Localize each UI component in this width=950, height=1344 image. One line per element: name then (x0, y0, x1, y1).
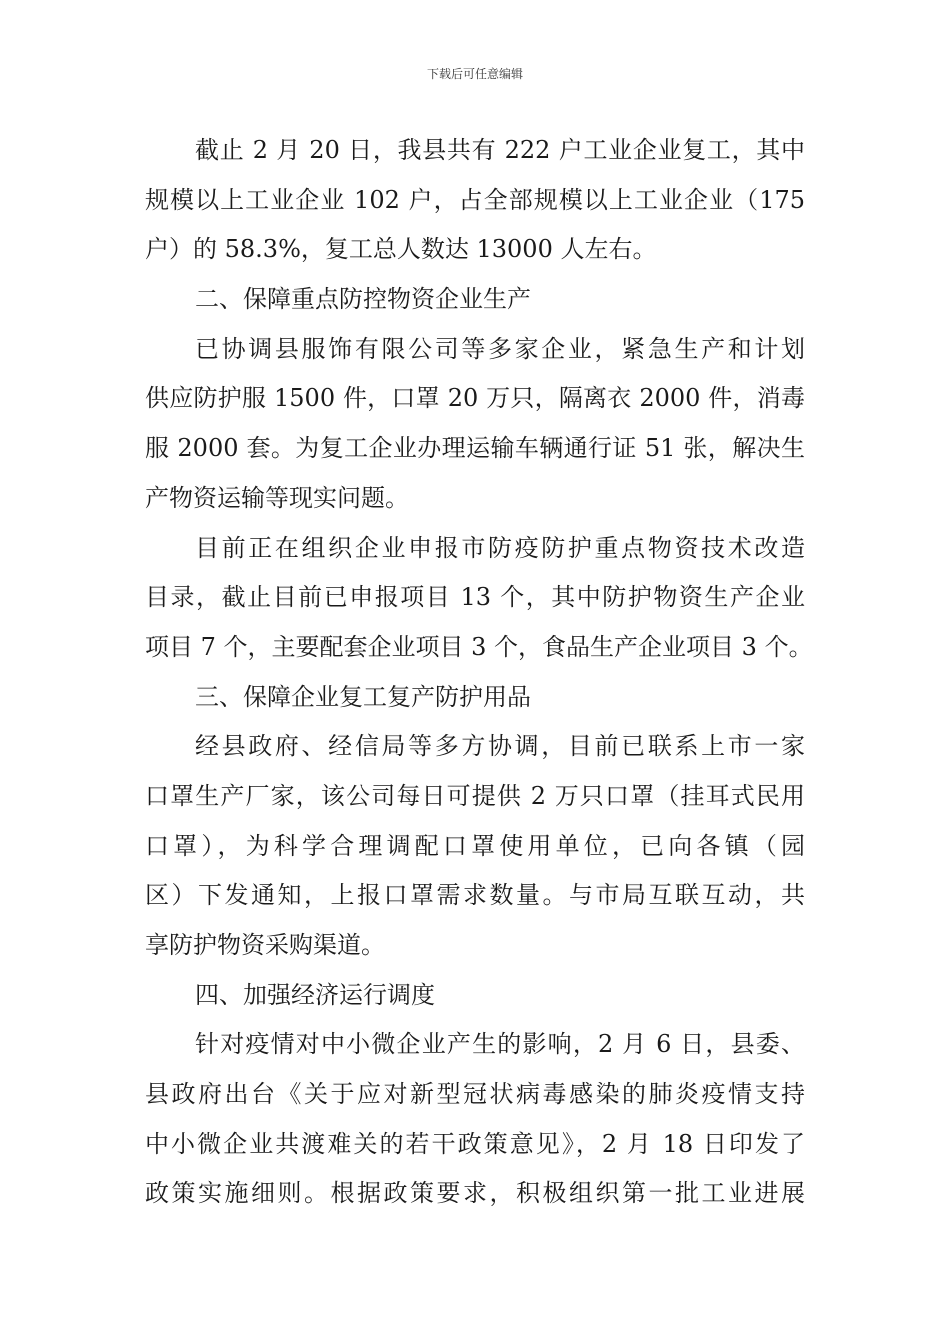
paragraph-line: 经县政府、经信局等多方协调，目前已联系上市一家 (195, 732, 805, 760)
paragraph-line: 享防护物资采购渠道。 (145, 931, 385, 959)
paragraph-line: 针对疫情对中小微企业产生的影响，2 月 6 日，县委、 (195, 1030, 805, 1058)
paragraph-line: 口罩），为科学合理调配口罩使用单位，已向各镇（园 (145, 832, 805, 860)
paragraph-line: 产物资运输等现实问题。 (145, 484, 409, 512)
paragraph-line: 服 2000 套。为复工企业办理运输车辆通行证 51 张，解决生 (145, 434, 805, 462)
paragraph-line: 供应防护服 1500 件，口罩 20 万只，隔离衣 2000 件，消毒 (145, 384, 805, 412)
paragraph-line: 项目 7 个，主要配套企业项目 3 个，食品生产企业项目 3 个。 (145, 633, 813, 661)
paragraph-line: 政策实施细则。根据政策要求，积极组织第一批工业进展 (145, 1179, 805, 1207)
paragraph-line: 中小微企业共渡难关的若干政策意见》，2 月 18 日印发了 (145, 1130, 805, 1158)
section-heading: 三、保障企业复工复产防护用品 (195, 683, 531, 711)
paragraph-line: 截止 2 月 20 日，我县共有 222 户工业企业复工，其中 (195, 136, 805, 164)
paragraph-line: 户）的 58.3%，复工总人数达 13000 人左右。 (145, 235, 657, 263)
paragraph-line: 目前正在组织企业申报市防疫防护重点物资技术改造 (195, 534, 805, 562)
paragraph-line: 口罩生产厂家，该公司每日可提供 2 万只口罩（挂耳式民用 (145, 782, 805, 810)
section-heading: 二、保障重点防控物资企业生产 (195, 285, 531, 313)
paragraph-line: 目录，截止目前已申报项目 13 个，其中防护物资生产企业 (145, 583, 805, 611)
page-header: 下载后可任意编辑 (426, 67, 523, 81)
paragraph-line: 已协调县服饰有限公司等多家企业，紧急生产和计划 (195, 335, 805, 363)
section-heading: 四、加强经济运行调度 (195, 981, 435, 1009)
paragraph-line: 县政府出台《关于应对新型冠状病毒感染的肺炎疫情支持 (145, 1080, 805, 1108)
paragraph-line: 规模以上工业企业 102 户，占全部规模以上工业企业（175 (145, 186, 805, 214)
paragraph-line: 区）下发通知，上报口罩需求数量。与市局互联互动，共 (145, 881, 805, 909)
